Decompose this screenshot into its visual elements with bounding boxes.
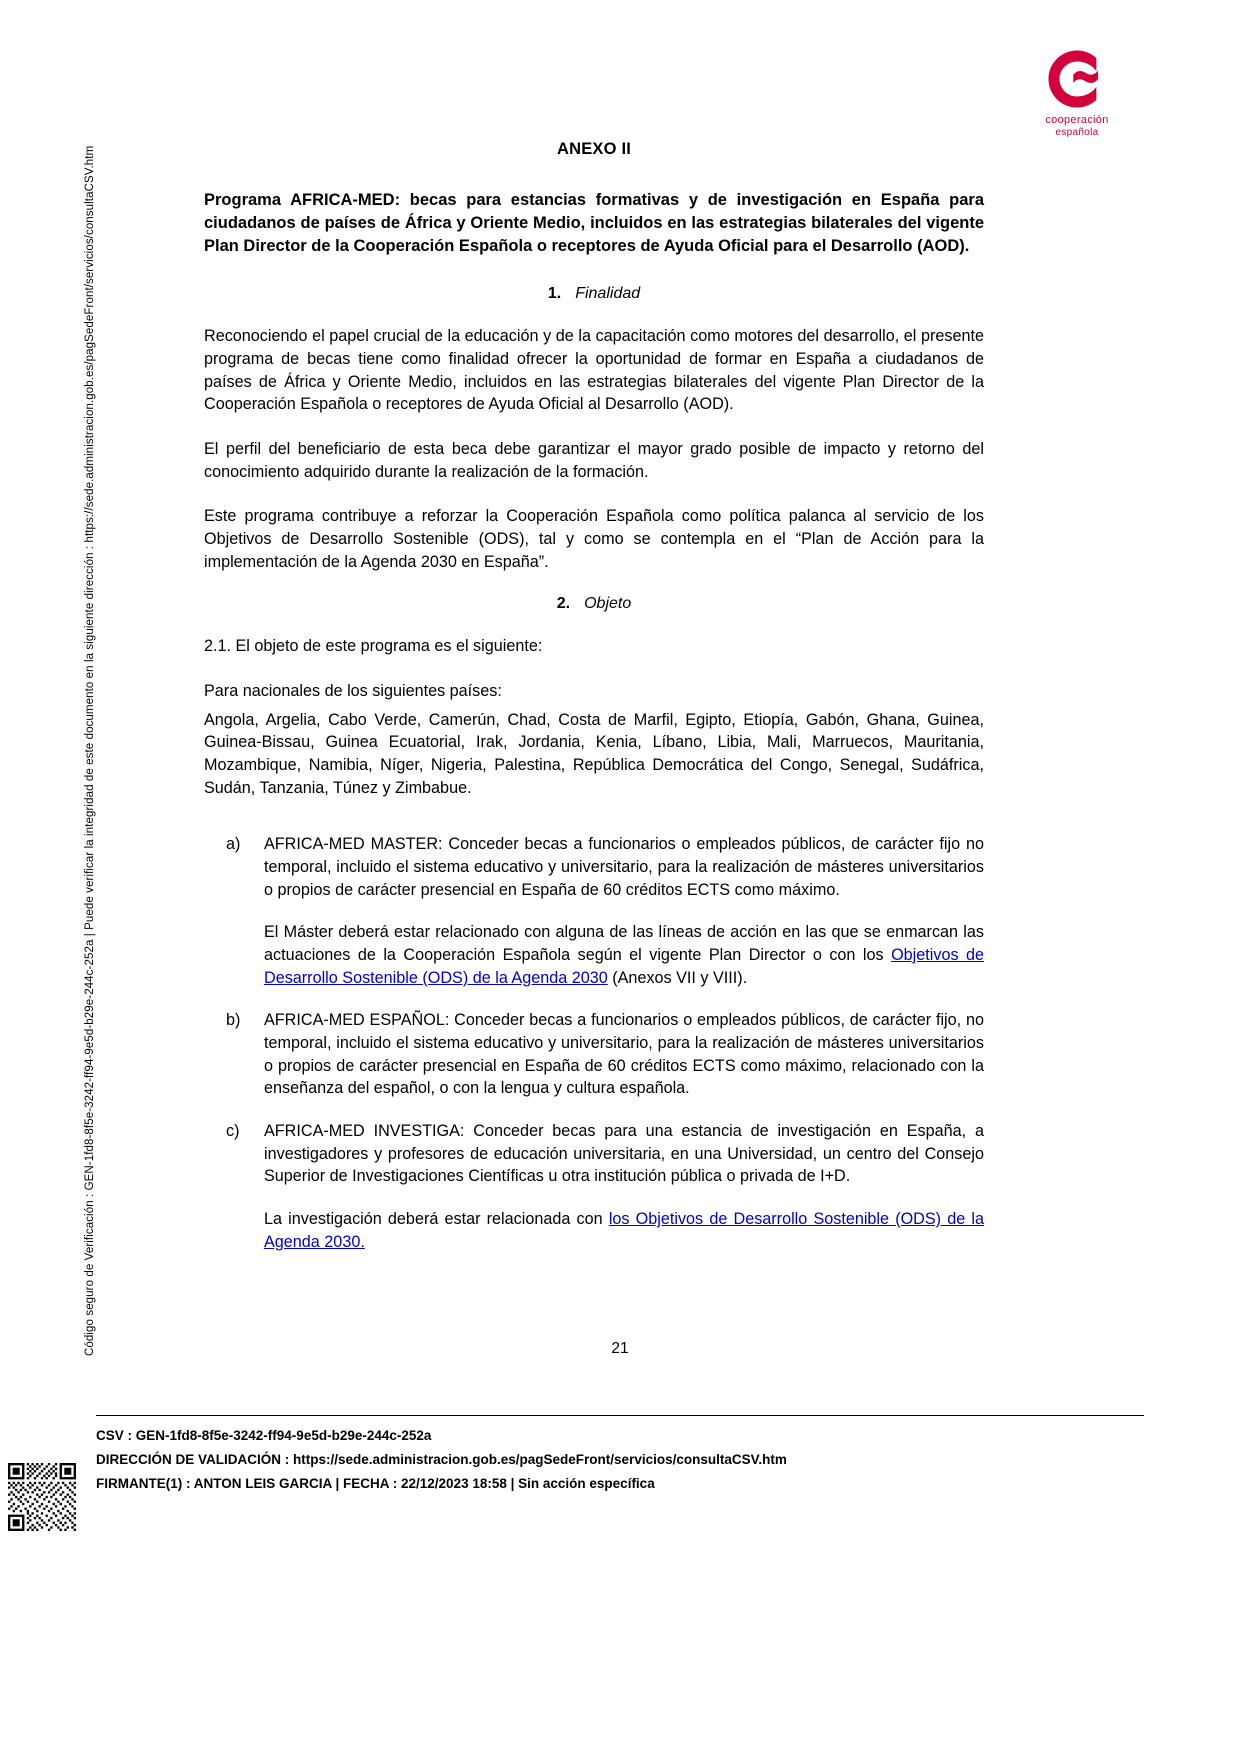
footer-validation-line: DIRECCIÓN DE VALIDACIÓN : https://sede.administracion.gob.es/pagSedeFront/servicios/consultaCSV.htm [96, 1452, 787, 1468]
list-item-a [204, 833, 984, 989]
section-2-name: Objeto [584, 595, 632, 613]
footer-signer-line: FIRMANTE(1) : ANTON LEIS GARCIA | FECHA : 22/12/2023 18:58 | Sin acción específica [96, 1476, 655, 1492]
cooperacion-espanola-logo [1022, 48, 1132, 138]
program-lead-paragraph: Programa AFRICA-MED: becas para estancias formativas y de investigación en España para ciudadanos de países de África y Oriente Medio, incluidos en las estrategias bilaterales del vigente Plan Director de la Cooperación Española o receptores de Ayuda Oficial para el Desarrollo (AOD). [204, 191, 984, 255]
list-marker-a: a) [226, 835, 241, 854]
item-c-text-before-link: La investigación deberá estar relacionada con [264, 1210, 609, 1229]
section-2-intro: 2.1. El objeto de este programa es el siguiente: [204, 637, 543, 656]
list-item-c [204, 1120, 984, 1253]
cooperacion-c-wave-icon [1046, 48, 1108, 110]
item-a-paragraph-1: AFRICA-MED MASTER: Conceder becas a funcionarios o empleados públicos, de carácter fijo no temporal, incluido el sistema educativo y universitario, para la realización de másteres universitarios o propios de carácter presencial en España de 60 créditos ECTS como máximo. [264, 835, 984, 899]
section-1-paragraph-3: Este programa contribuye a reforzar la Cooperación Española como política palanca al servicio de los Objetivos de Desarrollo Sostenible (ODS), tal y como se contempla en el “Plan de Acción para la implementación de la Agenda 2030 en España”. [204, 507, 984, 571]
list-marker-c: c) [226, 1122, 240, 1141]
logo-text-espanola: española [1055, 126, 1099, 138]
countries-intro: Para nacionales de los siguientes países: [204, 682, 502, 701]
section-2-heading [204, 595, 984, 613]
item-a-text-after-link: (Anexos VII y VIII). [607, 968, 748, 987]
item-a-text-before-link: El Máster deberá estar relacionado con alguna de las líneas de acción en las que se enmarcan las actuaciones de la Cooperación Española según el vigente Plan Director o con los [264, 923, 984, 965]
countries-list: Angola, Argelia, Cabo Verde, Camerún, Chad, Costa de Marfil, Egipto, Etiopía, Gabón, Ghana, Guinea, Guinea-Bissau, Guinea Ecuatorial, Irak, Jordania, Kenia, Líbano, Libia, Mali, Marruecos, Mauritania, Mozambique, Namibia, Níger, Nigeria, Palestina, República Democrática del Congo, Senegal, Sudáfrica, Sudán, Tanzania, Túnez y Zimbabue. [204, 710, 984, 797]
program-modalities-list [204, 833, 984, 1253]
item-b-paragraph-1: AFRICA-MED ESPAÑOL: Conceder becas a funcionarios o empleados públicos, de carácter fijo, no temporal, incluido el sistema educativo y universitario, para la realización de másteres universitarios o propios de carácter presencial en España de 60 créditos ECTS como máximo, relacionado con la enseñanza del español, o con la lengua y cultura española. [264, 1011, 984, 1098]
section-1-paragraph-2: El perfil del beneficiario de esta beca debe garantizar el mayor grado posible de impacto y retorno del conocimiento adquirido durante la realización de la formación. [204, 439, 984, 481]
item-c-paragraph-2 [264, 1208, 984, 1253]
ods-agenda-2030-link-a[interactable]: Objetivos de Desarrollo Sostenible (ODS) de la Agenda 2030 [264, 946, 985, 987]
annex-title: ANEXO II [556, 140, 632, 158]
list-item-b [204, 1009, 984, 1100]
list-marker-b: b) [226, 1011, 241, 1030]
logo-text-cooperacion: cooperación [1045, 114, 1109, 126]
page-number: 21 [611, 1340, 629, 1357]
footer-signature-block [96, 1424, 1096, 1496]
ods-agenda-2030-link-c[interactable]: los Objetivos de Desarrollo Sostenible (ODS) de la Agenda 2030. [264, 1210, 985, 1251]
footer-csv-line: CSV : GEN-1fd8-8f5e-3242-ff94-9e5d-b29e-244c-252a [96, 1428, 432, 1443]
section-2-number: 2. [556, 595, 571, 613]
section-1-heading [204, 285, 984, 303]
footer-divider [96, 1415, 1144, 1416]
csv-verification-text: Código seguro de Verificación : GEN-1fd8-8f5e-3242-ff94-9e5d-b29e-244c-252a | Puede verificar la integridad de este documento en la siguiente dirección : https://sede.administracion.gob.es/pagSedeFront/servicios/consultaCSV.htm [84, 145, 96, 1356]
section-1-name: Finalidad [575, 285, 641, 303]
item-c-paragraph-1: AFRICA-MED INVESTIGA: Conceder becas para una estancia de investigación en España, a investigadores y profesores de educación universitaria, en una Universidad, un centro del Consejo Superior de Investigaciones Científicas u otra institución pública o privada de I+D. [264, 1122, 984, 1186]
section-1-number: 1. [547, 285, 562, 303]
item-a-paragraph-2 [264, 921, 984, 989]
document-body [204, 140, 984, 1273]
section-1-paragraph-1: Reconociendo el papel crucial de la educación y de la capacitación como motores del desarrollo, el presente programa de becas tiene como finalidad ofrecer la oportunidad de formar en España a ciudadanos de países de África y Oriente Medio, incluidos en las estrategias bilaterales del vigente Plan Director de la Cooperación Española o receptores de Ayuda Oficial al Desarrollo (AOD). [204, 327, 984, 414]
qr-code-icon [8, 1463, 76, 1531]
